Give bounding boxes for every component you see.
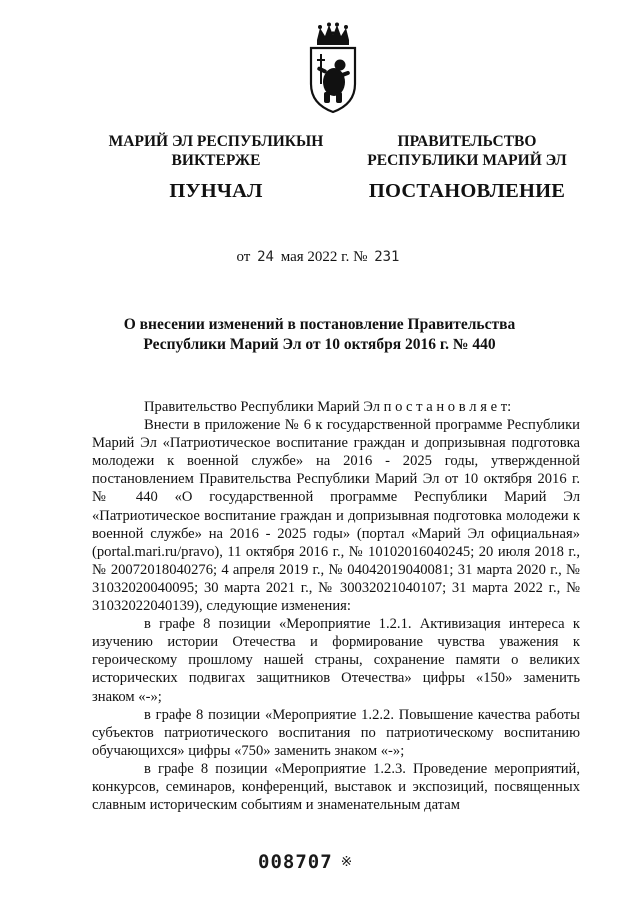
date-prefix: от — [236, 249, 251, 265]
header-right-line2: РЕСПУБЛИКИ МАРИЙ ЭЛ — [367, 152, 567, 169]
title-line2: Республики Марий Эл от 10 октября 2016 г. № 440 — [143, 336, 496, 353]
header-left-line1: МАРИЙ ЭЛ РЕСПУБЛИКЫН — [108, 133, 324, 150]
body-paragraph-4: в графе 8 позиции «Мероприятие 1.2.2. Повышение качества работы субъектов патриотического воспитания по патриотическому воспитанию обучающихся» цифры «750» заменить знаком «-»; — [92, 706, 580, 759]
header-right — [352, 132, 582, 204]
stamp-mark-icon: ※ — [340, 854, 354, 870]
document-title — [0, 315, 639, 355]
body-paragraph-5: в графе 8 позиции «Мероприятие 1.2.3. Проведение мероприятий, конкурсов, семинаров, конференций, выставок и экспозиций, посвященных славным историческим событиям и знаменательным датам — [92, 760, 580, 814]
title-line1: О внесении изменений в постановление Правительства — [123, 316, 516, 333]
header-right-line1: ПРАВИТЕЛЬСТВО — [397, 133, 537, 150]
date-month-year: мая 2022 г. № — [280, 249, 368, 265]
document-number: 231 — [374, 249, 400, 265]
serial-number: 008707 — [258, 851, 333, 873]
document-body — [92, 398, 580, 814]
body-paragraph-3: в графе 8 позиции «Мероприятие 1.2.1. Активизация интереса к изучению истории Отечества и формирование чувства уважения к героическому прошлому нашей страны, сохранение памяти о великих исторических подвигах защитников Отечества» цифры «150» заменить знаком «-»; — [92, 616, 580, 705]
body-paragraph-2: Внести в приложение № 6 к государственной программе Республики Марий Эл «Патриотическое воспитание граждан и допризывная подготовка молодежи к военной службе» на 2016 - 2025 годы, утвержденной постановлением Правительства Республики Марий Эл от 10 октября 2016 г. № 440 «О государственной программе Республики Марий Эл «Патриотическое воспитание граждан и допризывная подготовка молодежи к военной службе» на 2016 - 2025 годы» (портал «Марий Эл официальная» (portal.mari.ru/pravo), 11 октября 2016 г., № 10102016040245; 20 июля 2018 г., № 20072018040276; 4 апреля 2019 г., № 04042019040081; 31 марта 2020 г., № 31032020040095; 30 марта 2021 г., № 30032021040107; 31 марта 2022 г., № 31032022040139), следующие изменения: — [92, 417, 580, 615]
serial-stamp — [258, 851, 353, 873]
date-line — [0, 249, 639, 266]
coat-of-arms-icon — [303, 22, 363, 114]
body-paragraph-1: Правительство Республики Марий Эл п о с т а н о в л я е т: — [144, 399, 512, 415]
header-left-doc-type: ПУНЧАЛ — [169, 180, 263, 202]
header-left-line2: ВИКТЕРЖЕ — [171, 152, 261, 169]
header-right-doc-type: ПОСТАНОВЛЕНИЕ — [368, 180, 566, 202]
header-left — [101, 132, 331, 204]
date-day: 24 — [257, 249, 274, 265]
